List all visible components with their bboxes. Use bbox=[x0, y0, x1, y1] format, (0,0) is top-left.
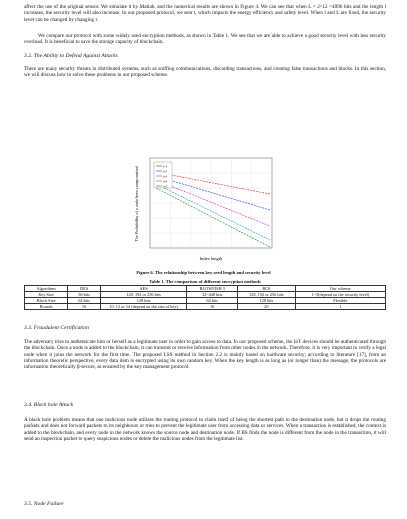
table-cell: 128, 192 or 256 bits bbox=[100, 292, 187, 298]
figure-caption: Figure 6. The relationship between key seed length and security level bbox=[136, 270, 271, 275]
header-cell: AES bbox=[100, 286, 187, 292]
table-cell: 1~5(depend on the security level) bbox=[295, 292, 385, 298]
intro-paragraph: affect the use of the original sensor. We simulate it by Matlab, and the numerical results are shown in Figure 4. We can see that when L = 2^12 =4096 bits and the length l increases, the security level will also increase. In our proposed protocol, we sent t, which impacts the energy efficiency and safety level. When l and L are fixed, the security level can be changed by changing t. bbox=[24, 4, 386, 23]
table-cell: Rounds bbox=[25, 304, 68, 310]
table-cell: Block Size bbox=[25, 298, 68, 304]
table-cell: Key Size bbox=[25, 292, 68, 298]
section-3-2-paragraph: There are many security threats in distributed systems, such as sniffing communications, discarding transactions, and creating false transactions and blocks. In this section, we will discuss how to solve these problems in our proposed scheme. bbox=[24, 66, 386, 79]
table-cell: 32~448 bits bbox=[187, 292, 238, 298]
table-cell: 16 bbox=[68, 304, 100, 310]
table-cell: 16 bbox=[187, 304, 238, 310]
table-cell: 20 bbox=[237, 304, 295, 310]
table-cell: 10, 12 or 14 (depend on the size of key) bbox=[100, 304, 187, 310]
legend-label: t=1 bbox=[163, 164, 168, 169]
header-cell: Our scheme bbox=[295, 286, 385, 292]
chart-legend bbox=[154, 162, 172, 188]
table-cell: 64 bits bbox=[68, 298, 100, 304]
legend-label: t=3 bbox=[163, 174, 168, 179]
section-heading-3-3: 3.3. Fraudulent Certification bbox=[24, 325, 89, 331]
section-heading-3-4: 3.4. Black hole Attack bbox=[24, 402, 74, 408]
table-row bbox=[25, 304, 386, 310]
header-cell: DES bbox=[68, 286, 100, 292]
table-cell: 64 bits bbox=[187, 298, 238, 304]
legend-label: t=2 bbox=[163, 169, 168, 174]
section-heading-3-2: 3.2. The Ability to Defend Against Attacks bbox=[24, 53, 118, 59]
header-cell: Algorithms bbox=[25, 286, 68, 292]
table-cell: 56 bits bbox=[68, 292, 100, 298]
table-cell: 128 bits bbox=[237, 298, 295, 304]
table-row bbox=[25, 292, 386, 298]
compare-paragraph: We compare our protocol with some widely used encryption methods, as shown in Table 1. We see that we are able to achieve a good security level with less security overload. It is beneficial to save the storage capacity of blockchain. bbox=[24, 33, 386, 46]
y-axis-label: The Probability of a node been compromised bbox=[134, 166, 139, 242]
header-cell: RC6 bbox=[237, 286, 295, 292]
section-3-4-paragraph: A black hole problem means that one malicious node utilizes the routing protocol to claim itself of being the shortest path to the destination node, but it drops the routing packets and does not forward packets to its neighbours or tries to prevent the legitimate user from accessing data or services. When a transaction is established, the context is added to the blockchain, and every node in the network knows the source node and destination node. If BS finds the node is different from the node in the transaction, it will send an inspection packet to query suspicious nodes or delete the malicious nodes from the legitimate list. bbox=[24, 417, 386, 442]
table-cell: Flexible bbox=[295, 298, 385, 304]
x-axis-label: Index length bbox=[199, 256, 223, 261]
legend-label: t=5 bbox=[163, 184, 168, 189]
table-cell: 1 bbox=[295, 304, 385, 310]
header-cell: BLOWFISH 3 bbox=[187, 286, 238, 292]
comparison-table bbox=[24, 279, 386, 310]
security-level-chart bbox=[128, 154, 278, 266]
section-3-3-paragraph: The adversary tries to authenticate him or herself as a legitimate user in order to gain access to data. In our proposed scheme, the IoT devices should be authenticated through the blockchain. Once a node is added to the blockchain, it can transmit or receive information from other nodes in the network. Therefore, it is very important to verify a legal node when it joins the network for the first time. The proposed LSS method in Section 2.2 is mainly based on hardware security; according to literature [17], from an information theoretic perspective, every data item is encrypted using its own random key. When the key length is as long as (or longer than) the message, the protocols are information theoretically β-secure, as ensured by the key management protocol. bbox=[24, 339, 386, 371]
legend-label: t=4 bbox=[163, 179, 168, 184]
table-cell: 128 bits bbox=[100, 298, 187, 304]
section-heading-3-5: 3.5. Node Failure bbox=[24, 501, 64, 507]
table-cell: 128, 192 or 256 bits bbox=[237, 292, 295, 298]
table-caption: Table 1. The comparison of different encryption methods bbox=[149, 279, 261, 284]
